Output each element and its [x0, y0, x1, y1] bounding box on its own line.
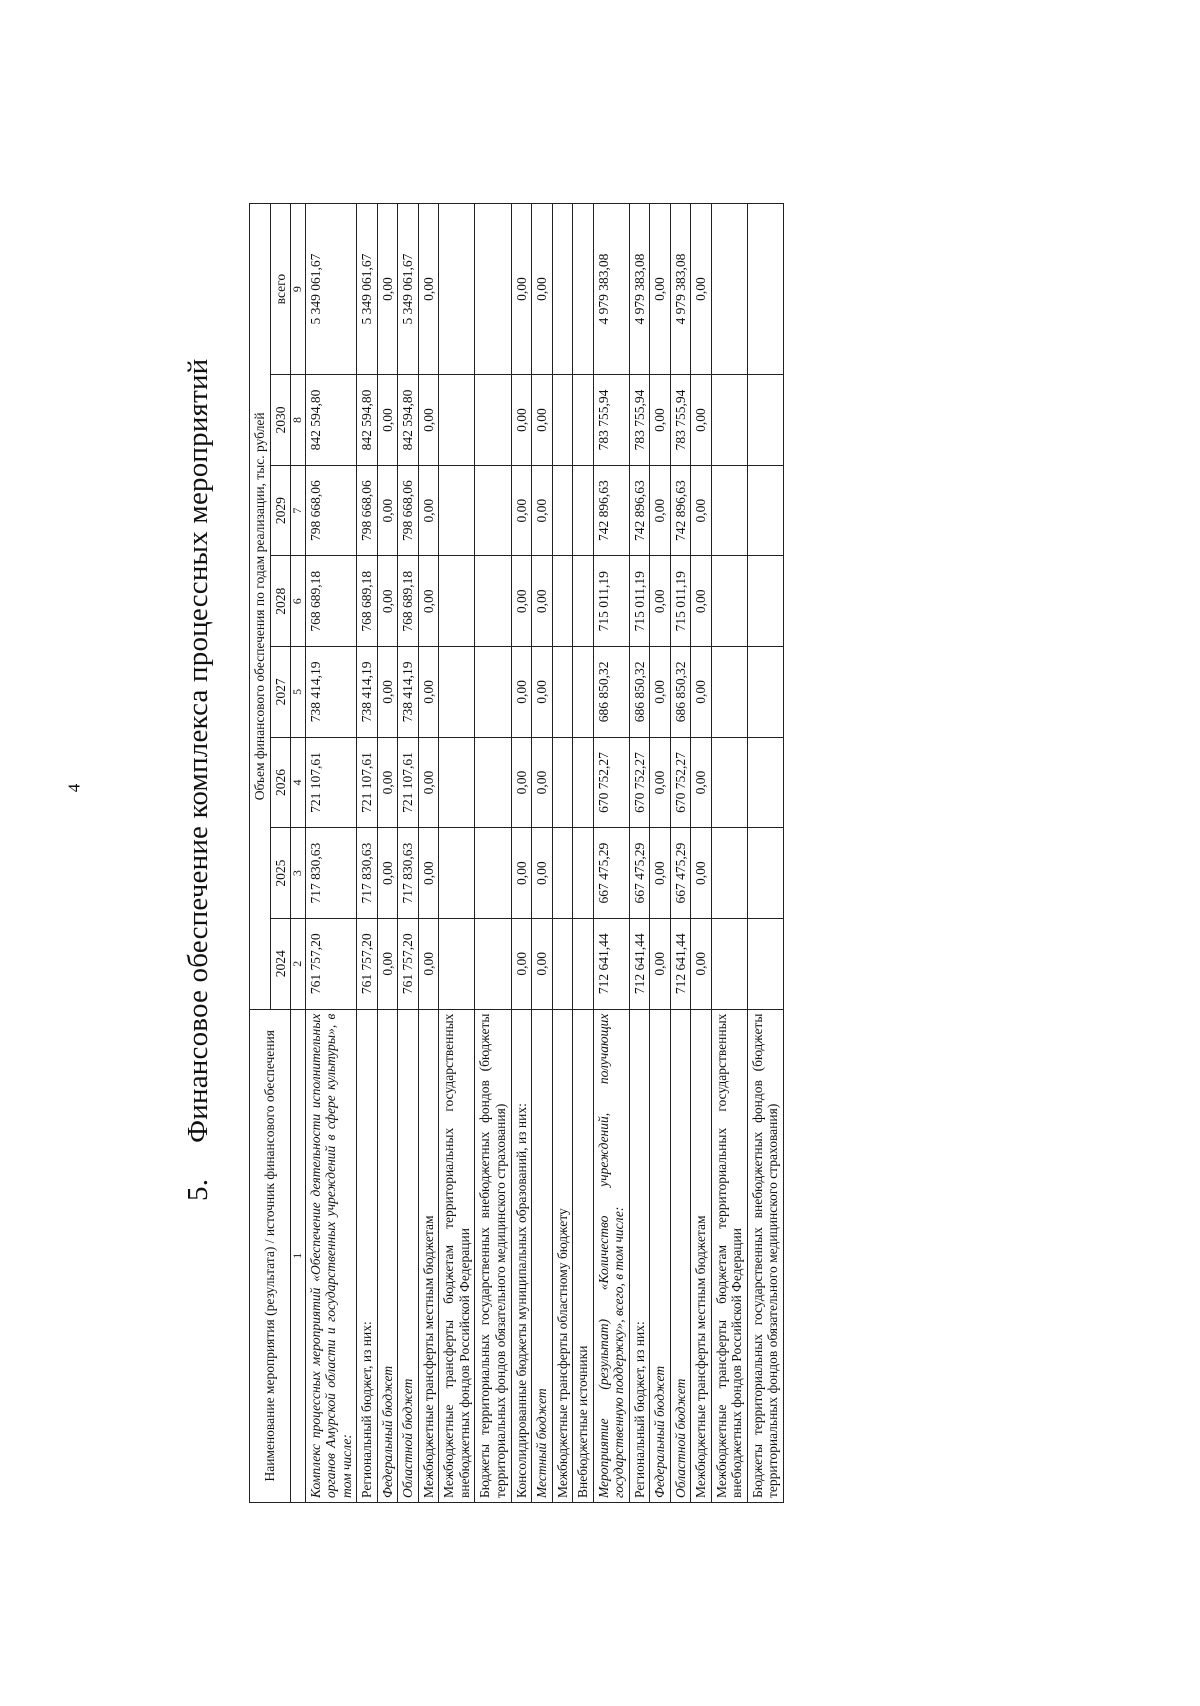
row-value-cell — [552, 918, 573, 1009]
row-value-cell: 0,00 — [511, 737, 532, 828]
row-value-cell: 712 641,44 — [670, 918, 691, 1009]
row-name: Областной бюджет — [398, 1009, 419, 1502]
row-value-cell: 761 757,20 — [357, 918, 378, 1009]
row-value-cell: 0,00 — [511, 556, 532, 647]
row-value-cell — [573, 375, 594, 466]
row-value-cell: 842 594,80 — [305, 375, 357, 466]
row-value-cell — [439, 737, 475, 828]
row-value-cell — [573, 918, 594, 1009]
table-row — [747, 204, 783, 1503]
row-name: Федеральный бюджет — [377, 1009, 398, 1502]
row-value-cell: 670 752,27 — [593, 737, 629, 828]
row-value-cell — [475, 465, 511, 556]
section-title — [182, 359, 215, 1201]
row-value-cell: 0,00 — [532, 737, 553, 828]
row-value-cell: 768 689,18 — [305, 556, 357, 647]
row-value-cell — [711, 918, 747, 1009]
row-value-cell — [573, 737, 594, 828]
row-value-cell — [439, 204, 475, 375]
row-value-cell: 0,00 — [511, 465, 532, 556]
row-value-cell — [711, 465, 747, 556]
row-value-cell: 742 896,63 — [593, 465, 629, 556]
table-row — [629, 204, 650, 1503]
row-value-cell — [573, 204, 594, 375]
row-value-cell: 0,00 — [418, 918, 439, 1009]
row-value-cell: 5 349 061,67 — [398, 204, 419, 375]
table-row — [439, 204, 475, 1503]
row-value-cell: 798 668,06 — [398, 465, 419, 556]
row-value-cell: 783 755,94 — [670, 375, 691, 466]
row-value-cell: 0,00 — [418, 828, 439, 919]
row-value-cell: 717 830,63 — [305, 828, 357, 919]
table-row — [532, 204, 553, 1503]
row-value-cell — [747, 918, 783, 1009]
row-value-cell — [439, 647, 475, 738]
header-index-3: 3 — [291, 828, 306, 919]
header-year-8: всего — [270, 204, 291, 375]
row-value-cell: 0,00 — [532, 556, 553, 647]
row-value-cell — [552, 465, 573, 556]
header-index-2: 2 — [291, 918, 306, 1009]
row-value-cell — [439, 465, 475, 556]
row-value-cell — [552, 204, 573, 375]
row-value-cell: 798 668,06 — [357, 465, 378, 556]
table-row — [357, 204, 378, 1503]
row-value-cell: 721 107,61 — [398, 737, 419, 828]
header-year-6: 2029 — [270, 465, 291, 556]
row-value-cell — [475, 375, 511, 466]
table-header — [250, 204, 306, 1503]
row-value-cell: 4 979 383,08 — [670, 204, 691, 375]
row-value-cell: 715 011,19 — [629, 556, 650, 647]
row-value-cell — [573, 556, 594, 647]
row-value-cell: 0,00 — [691, 465, 712, 556]
row-value-cell: 0,00 — [691, 828, 712, 919]
row-name: Областной бюджет — [670, 1009, 691, 1502]
row-value-cell: 768 689,18 — [398, 556, 419, 647]
row-value-cell: 0,00 — [650, 828, 671, 919]
section-number: 5. — [182, 1178, 214, 1201]
row-value-cell: 0,00 — [691, 375, 712, 466]
row-value-cell: 0,00 — [650, 918, 671, 1009]
row-value-cell: 0,00 — [532, 828, 553, 919]
row-value-cell: 0,00 — [650, 375, 671, 466]
row-name: Бюджеты территориальных государственных внебюджетных фондов (бюджеты территориальных фондов обязательного медицинского страхования) — [475, 1009, 511, 1502]
row-value-cell: 0,00 — [691, 647, 712, 738]
row-value-cell: 712 641,44 — [593, 918, 629, 1009]
table-row — [398, 204, 419, 1503]
row-value-cell: 712 641,44 — [629, 918, 650, 1009]
table-row — [475, 204, 511, 1503]
row-value-cell: 0,00 — [691, 918, 712, 1009]
row-value-cell: 0,00 — [532, 204, 553, 375]
row-value-cell: 0,00 — [691, 204, 712, 375]
row-value-cell: 0,00 — [418, 647, 439, 738]
row-value-cell: 0,00 — [650, 556, 671, 647]
row-value-cell: 0,00 — [377, 918, 398, 1009]
row-value-cell: 5 349 061,67 — [357, 204, 378, 375]
row-value-cell: 4 979 383,08 — [629, 204, 650, 375]
row-value-cell — [552, 647, 573, 738]
row-value-cell: 715 011,19 — [593, 556, 629, 647]
header-year-3: 2026 — [270, 737, 291, 828]
row-value-cell — [711, 556, 747, 647]
page-number: 4 — [64, 783, 84, 793]
row-value-cell — [552, 556, 573, 647]
row-value-cell: 0,00 — [511, 204, 532, 375]
row-value-cell: 667 475,29 — [670, 828, 691, 919]
row-value-cell: 0,00 — [418, 465, 439, 556]
table-row — [552, 204, 573, 1503]
table-row — [511, 204, 532, 1503]
row-value-cell: 0,00 — [691, 737, 712, 828]
row-value-cell: 0,00 — [511, 918, 532, 1009]
row-value-cell: 667 475,29 — [593, 828, 629, 919]
row-value-cell: 738 414,19 — [305, 647, 357, 738]
row-value-cell — [747, 375, 783, 466]
table-row — [691, 204, 712, 1503]
table-body — [305, 204, 783, 1503]
table-row — [650, 204, 671, 1503]
row-value-cell: 0,00 — [377, 556, 398, 647]
row-value-cell — [552, 737, 573, 828]
table-row — [573, 204, 594, 1503]
header-index-7: 7 — [291, 465, 306, 556]
row-name: Местный бюджет — [532, 1009, 553, 1502]
row-value-cell: 0,00 — [511, 828, 532, 919]
row-value-cell: 0,00 — [691, 556, 712, 647]
row-value-cell: 0,00 — [377, 647, 398, 738]
row-value-cell: 0,00 — [532, 918, 553, 1009]
row-value-cell: 715 011,19 — [670, 556, 691, 647]
row-value-cell: 761 757,20 — [398, 918, 419, 1009]
row-value-cell — [747, 737, 783, 828]
header-index-4: 4 — [291, 737, 306, 828]
row-value-cell: 0,00 — [418, 737, 439, 828]
row-value-cell — [747, 556, 783, 647]
row-value-cell — [747, 465, 783, 556]
row-value-cell: 842 594,80 — [357, 375, 378, 466]
row-name: Межбюджетные трансферты бюджетам территориальных государственных внебюджетных фондов Российской Федерации — [711, 1009, 747, 1502]
row-value-cell: 0,00 — [650, 465, 671, 556]
row-value-cell: 686 850,32 — [670, 647, 691, 738]
row-value-cell — [439, 556, 475, 647]
row-value-cell: 0,00 — [418, 204, 439, 375]
row-value-cell — [439, 918, 475, 1009]
row-value-cell — [711, 204, 747, 375]
header-index-6: 6 — [291, 556, 306, 647]
section-title-text: Финансовое обеспечение комплекса процессных мероприятий — [182, 358, 214, 1143]
row-value-cell — [552, 828, 573, 919]
row-name: Межбюджетные трансферты бюджетам территориальных государственных внебюджетных фондов Российской Федерации — [439, 1009, 475, 1502]
table-row — [377, 204, 398, 1503]
row-name: Федеральный бюджет — [650, 1009, 671, 1502]
row-value-cell — [747, 204, 783, 375]
row-value-cell: 0,00 — [377, 204, 398, 375]
row-value-cell: 717 830,63 — [357, 828, 378, 919]
row-value-cell: 738 414,19 — [357, 647, 378, 738]
table-row — [305, 204, 357, 1503]
row-value-cell: 0,00 — [650, 647, 671, 738]
row-value-cell — [711, 647, 747, 738]
row-value-cell: 686 850,32 — [593, 647, 629, 738]
header-index-8: 8 — [291, 375, 306, 466]
row-value-cell — [573, 828, 594, 919]
row-value-cell: 0,00 — [511, 647, 532, 738]
row-name: Межбюджетные трансферты местным бюджетам — [418, 1009, 439, 1502]
row-name: Межбюджетные трансферты областному бюджету — [552, 1009, 573, 1502]
row-name: Бюджеты территориальных государственных внебюджетных фондов (бюджеты территориальных фондов обязательного медицинского страхования) — [747, 1009, 783, 1502]
row-value-cell: 0,00 — [377, 375, 398, 466]
financing-table — [249, 203, 784, 1503]
row-value-cell: 0,00 — [532, 647, 553, 738]
row-name: Мероприятие (результат) «Количество учреждений, получающих государственную поддержку», всего, в том числе: — [593, 1009, 629, 1502]
row-value-cell: 717 830,63 — [398, 828, 419, 919]
header-year-7: 2030 — [270, 375, 291, 466]
header-name-column: Наименование мероприятия (результата) / источник финансового обеспечения — [250, 1009, 291, 1502]
row-value-cell: 798 668,06 — [305, 465, 357, 556]
row-value-cell: 5 349 061,67 — [305, 204, 357, 375]
row-name: Внебюджетные источники — [573, 1009, 594, 1502]
header-volume-group: Объем финансового обеспечения по годам реализации, тыс. рублей — [250, 204, 271, 1010]
row-value-cell: 721 107,61 — [305, 737, 357, 828]
header-index-5: 5 — [291, 647, 306, 738]
row-value-cell: 0,00 — [377, 828, 398, 919]
table-row — [670, 204, 691, 1503]
row-value-cell — [573, 465, 594, 556]
row-value-cell — [711, 828, 747, 919]
table-row — [593, 204, 629, 1503]
row-value-cell: 0,00 — [418, 375, 439, 466]
row-value-cell — [475, 828, 511, 919]
row-value-cell: 0,00 — [650, 737, 671, 828]
row-value-cell: 0,00 — [377, 465, 398, 556]
table-row — [418, 204, 439, 1503]
header-year-5: 2028 — [270, 556, 291, 647]
row-value-cell — [475, 918, 511, 1009]
row-value-cell: 4 979 383,08 — [593, 204, 629, 375]
row-value-cell: 0,00 — [418, 556, 439, 647]
row-value-cell: 721 107,61 — [357, 737, 378, 828]
row-value-cell: 768 689,18 — [357, 556, 378, 647]
row-name: Региональный бюджет, из них: — [629, 1009, 650, 1502]
header-index-9: 9 — [291, 204, 306, 375]
row-value-cell: 783 755,94 — [629, 375, 650, 466]
table-row — [711, 204, 747, 1503]
row-value-cell: 670 752,27 — [670, 737, 691, 828]
row-value-cell — [711, 375, 747, 466]
row-value-cell: 738 414,19 — [398, 647, 419, 738]
header-year-2: 2025 — [270, 828, 291, 919]
row-name: Комплекс процессных мероприятий «Обеспечение деятельности исполнительных органов Амурской области и государственных учреждений в сфере культуры», в том числе: — [305, 1009, 357, 1502]
row-value-cell: 761 757,20 — [305, 918, 357, 1009]
row-name: Межбюджетные трансферты местным бюджетам — [691, 1009, 712, 1502]
row-value-cell — [475, 737, 511, 828]
row-value-cell — [552, 375, 573, 466]
row-value-cell — [439, 828, 475, 919]
row-value-cell — [747, 647, 783, 738]
row-value-cell — [573, 647, 594, 738]
header-year-1: 2024 — [270, 918, 291, 1009]
header-index-1: 1 — [291, 1009, 306, 1502]
row-value-cell — [439, 375, 475, 466]
row-value-cell: 783 755,94 — [593, 375, 629, 466]
row-value-cell — [475, 647, 511, 738]
row-value-cell — [747, 828, 783, 919]
row-value-cell: 0,00 — [532, 375, 553, 466]
row-value-cell: 667 475,29 — [629, 828, 650, 919]
row-value-cell: 742 896,63 — [670, 465, 691, 556]
row-value-cell: 0,00 — [650, 204, 671, 375]
row-value-cell — [711, 737, 747, 828]
row-value-cell: 686 850,32 — [629, 647, 650, 738]
row-value-cell: 0,00 — [377, 737, 398, 828]
row-value-cell: 0,00 — [511, 375, 532, 466]
row-value-cell: 670 752,27 — [629, 737, 650, 828]
row-name: Консолидированные бюджеты муниципальных образований, из них: — [511, 1009, 532, 1502]
header-index-row — [291, 204, 306, 1503]
row-name: Региональный бюджет, из них: — [357, 1009, 378, 1502]
row-value-cell — [475, 556, 511, 647]
row-value-cell: 742 896,63 — [629, 465, 650, 556]
row-value-cell — [475, 204, 511, 375]
row-value-cell: 842 594,80 — [398, 375, 419, 466]
row-value-cell: 0,00 — [532, 465, 553, 556]
header-year-4: 2027 — [270, 647, 291, 738]
